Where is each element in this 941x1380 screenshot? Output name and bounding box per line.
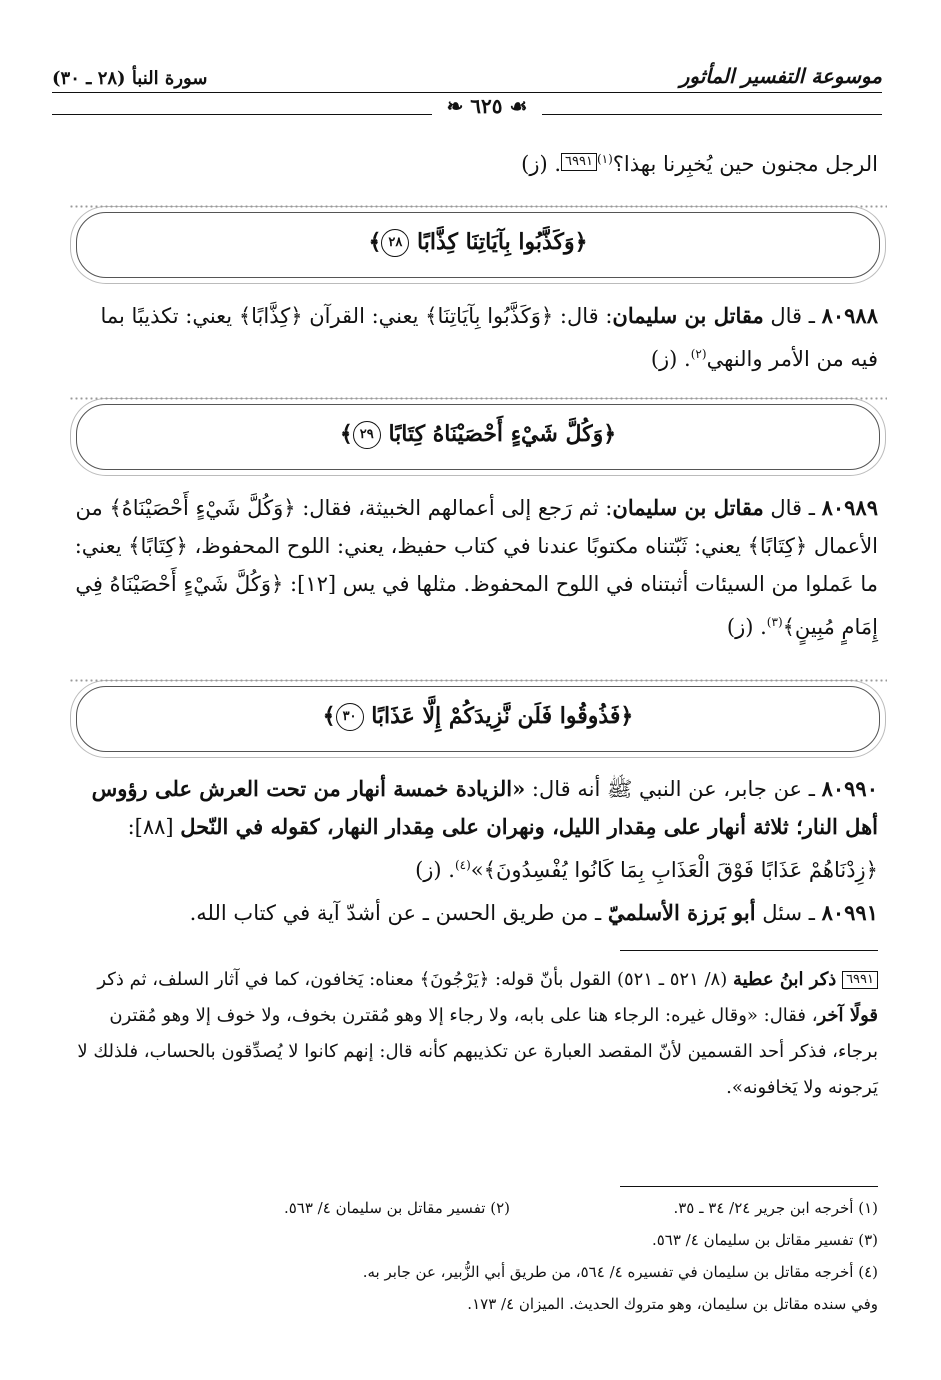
entry-80990 <box>70 770 878 889</box>
verse-close: ﴾ <box>339 421 353 447</box>
entry-number: ٨٠٩٩١ <box>821 900 878 925</box>
verse-text <box>77 703 879 731</box>
verse-number: ٢٨ <box>381 229 409 257</box>
header-rule-top <box>52 92 882 93</box>
surah-title: سورة النبأ (٢٨ ـ ٣٠) <box>52 68 208 89</box>
verse-box-border <box>69 204 887 209</box>
entry-80989 <box>70 489 878 646</box>
footnote-2: (٢) تفسير مقاتل بن سليمان ٤/ ٥٦٣. <box>283 1199 510 1217</box>
verse-box-29 <box>76 404 880 470</box>
entry-text: : ثم رَجع إلى أعمالهم الخبيثة، فقال: ﴿وَكُلَّ شَيْءٍ أَحْصَيْنَاهُ﴾ من الأعمال ﴿كِتَابًا﴾ يعني: ثَبّتناه مكتوبًا عندنا في كتاب حفيظ، يعني: اللوح المحفوظ، ﴿كِتَابًا﴾ يعني: ما عَملوا من السيئات أثبتناه في اللوح المحفوظ. مثلها في يس [١٢]: ﴿وَكُلَّ شَيْءٍ أَحْصَيْنَاهُ فِي إِمَامٍ مُبِينٍ﴾ <box>74 496 878 639</box>
book-title: موسوعة التفسير المأثور <box>679 64 882 88</box>
entry-number: ٨٠٩٩٠ <box>821 776 878 801</box>
verse-words: ﴿فَذُوقُوا فَلَن نَّزِيدَكُمْ إِلَّا عَذَابًا <box>371 703 634 729</box>
verse-box-border <box>69 396 887 401</box>
intro-paragraph <box>70 140 878 183</box>
verse-close: ﴾ <box>322 703 336 729</box>
footnote-4-continued: وفي سنده مقاتل بن سليمان، وهو متروك الحديث. الميزان ٤/ ١٧٣. <box>467 1295 878 1313</box>
narrator-name: مقاتل بن سليمان <box>612 303 764 328</box>
verse-box-border <box>69 678 887 683</box>
narrator-name: مقاتل بن سليمان <box>612 495 764 520</box>
footnote-4: (٤) أخرجه مقاتل بن سليمان في تفسيره ٤/ ٥٦٤، من طريق أبي الزُّبير، عن جابر به. <box>362 1263 878 1281</box>
entry-80988 <box>70 297 878 378</box>
verse-words: ﴿وَكَذَّبُوا بِآيَاتِنَا كِذَّابًا <box>417 229 588 255</box>
entry-80991 <box>70 894 878 932</box>
page-number-value: ٦٢٥ <box>470 94 503 118</box>
verse-number: ٣٠ <box>336 703 364 731</box>
commentary-text-rest: ، فقال: «وقال غيره: الرجاء هنا على بابه، ولا رجاء إلا وهو مُقترن بخوف، ولا خوف إلا وهو مُقترن برجاء، فذكر أحد القسمين لأنّ المقصد العبارة عن تكذيبهم كأنه قال: إنهم كانوا لا يُصدِّقون بالحساب، فلذلك لا يَرجونه ولا يَخافونه». <box>77 1005 878 1098</box>
commentary-author: ذكر ابنُ عطية <box>732 969 837 990</box>
footnote-1: (١) أخرجه ابن جرير ٢٤/ ٣٤ ـ ٣٥. <box>673 1199 878 1217</box>
commentary-block <box>70 962 878 1106</box>
footnote-ref: (٣) <box>766 615 783 629</box>
entry-lead: ـ قال <box>763 304 822 328</box>
footnotes-separator <box>620 1186 878 1187</box>
narrator-name: أبو بَرزة الأسلميّ <box>607 900 756 925</box>
entry-number: ٨٠٩٨٩ <box>821 495 878 520</box>
entry-end: . (ز) <box>650 347 691 371</box>
verse-box-28 <box>76 212 880 278</box>
entry-lead: ـ سئل <box>755 901 822 925</box>
hadith-text: «الزيادة خمسة أنهار من تحت العرش على رؤوس أهل النار؛ ثلاثة أنهار على مِقدار الليل، ونهران على مِقدار النهار، كقوله في النّحل <box>91 776 878 839</box>
commentary-emphasis: قولًا آخر <box>817 1005 878 1026</box>
entry-end: . (ز) <box>726 615 767 639</box>
footnote-ref: (١) <box>596 152 613 166</box>
commentary-text: (٨/ ٥٢١ ـ ٥٢١) القول بأنّ قوله: ﴿يَرْجُونَ﴾ معناه: يَخافون، كما في آثار السلف، ثم ذكر <box>97 969 733 990</box>
entry-lead: ـ عن جابر، عن النبي ﷺ أنه قال: <box>525 777 822 801</box>
entry-number: ٨٠٩٨٨ <box>821 303 878 328</box>
footnote-ref: (٢) <box>690 347 707 361</box>
entry-lead: ـ قال <box>763 496 822 520</box>
verse-number: ٢٩ <box>353 421 381 449</box>
entry-text: : قال: ﴿وَكَذَّبُوا بِآيَاتِنَا﴾ يعني: القرآن ﴿كِذَّابًا﴾ يعني: تكذيبًا بما فيه من الأمر والنهي <box>100 304 878 371</box>
verse-text <box>77 421 879 449</box>
verse-box-30 <box>76 686 880 752</box>
footnote-3: (٣) تفسير مقاتل بن سليمان ٤/ ٥٦٣. <box>651 1231 878 1249</box>
commentary-separator <box>620 950 878 951</box>
page-number: ❧ ٦٢٥ ☙ <box>432 94 542 118</box>
footnote-ref: (٤) <box>454 858 471 872</box>
commentary-tag: ٦٩٩١ <box>561 153 597 171</box>
entry-text: ـ من طريق الحسن ـ عن أشدّ آية في كتاب الله. <box>189 901 608 925</box>
verse-words: ﴿وَكُلَّ شَيْءٍ أَحْصَيْنَاهُ كِتَابًا <box>388 421 617 447</box>
verse-text <box>77 229 879 257</box>
intro-end: . (ز) <box>521 152 562 176</box>
entry-end: . (ز) <box>415 858 455 882</box>
commentary-tag: ٦٩٩١ <box>842 971 878 989</box>
verse-close: ﴾ <box>368 229 382 255</box>
intro-text: الرجل مجنون حين يُخبِرنا بهذا؟ <box>612 152 878 176</box>
page-header <box>52 58 882 118</box>
entry-text: [٨٨]: ﴿زِدْنَاهُمْ عَذَابًا فَوْقَ الْعَذَابِ بِمَا كَانُوا يُفْسِدُونَ﴾» <box>127 815 878 882</box>
